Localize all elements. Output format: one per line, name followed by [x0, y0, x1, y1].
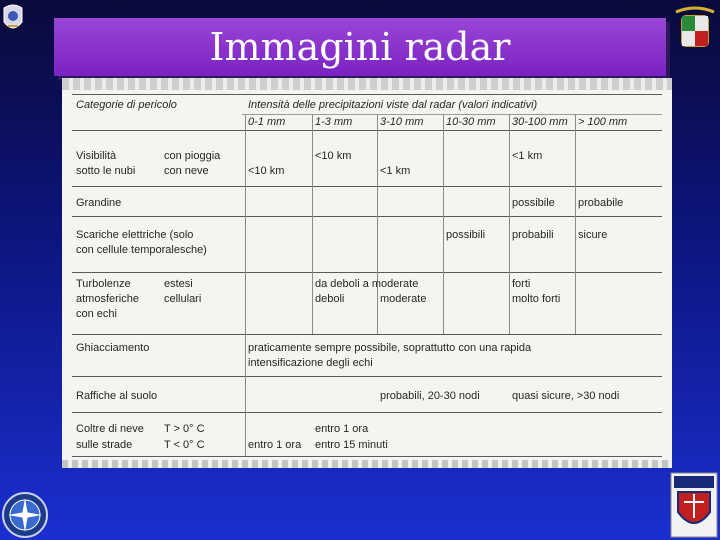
turbolenze-cellulari-3: molto forti — [512, 293, 561, 305]
shield-logo-top-left — [2, 2, 24, 36]
row-label-scariche-1: Scariche elettriche (solo — [76, 229, 194, 241]
header-range-1: 1-3 mm — [315, 116, 353, 128]
scariche-v3: sicure — [578, 229, 608, 241]
radar-hazard-table — [62, 78, 672, 468]
header-range-2: 3-10 mm — [380, 116, 424, 128]
grandine-v2: probabile — [578, 197, 624, 209]
table-rule — [312, 114, 313, 334]
table-rule — [245, 114, 246, 456]
row-sub-estesi: estesi — [164, 278, 193, 290]
table-rule — [72, 216, 662, 217]
table-rule — [72, 186, 662, 187]
header-range-5: > 100 mm — [578, 116, 628, 128]
row-label-raffiche: Raffiche al suolo — [76, 390, 158, 402]
header-intensity: Intensità delle precipitazioni viste dal radar (valori indicativi) — [248, 99, 538, 111]
row-sub-neve: con neve — [164, 165, 209, 177]
row-label-grandine: Grandine — [76, 197, 122, 209]
table-rule — [377, 114, 378, 334]
vis-pioggia-1: <10 km — [315, 150, 352, 162]
header-range-4: 30-100 mm — [512, 116, 568, 128]
scariche-v2: probabili — [512, 229, 554, 241]
row-sub-t-below-zero: T < 0° C — [164, 439, 205, 451]
header-range-3: 10-30 mm — [446, 116, 496, 128]
header-category: Categorie di pericolo — [76, 99, 177, 111]
table-rule — [575, 114, 576, 334]
coat-of-arms-logo — [672, 2, 718, 54]
table-rule — [72, 130, 662, 131]
row-label-neve-2: sulle strade — [76, 439, 133, 451]
table-rule — [72, 94, 662, 95]
row-label-ghiacciamento: Ghiacciamento — [76, 342, 150, 354]
neve-v2: entro 1 ora — [248, 439, 302, 451]
ghiacciamento-text-1: praticamente sempre possibile, soprattutto con una rapida — [248, 342, 532, 354]
turbolenze-estesi-2: forti — [512, 278, 531, 290]
turbolenze-cellulari-2: moderate — [380, 293, 427, 305]
row-label-neve-1: Coltre di neve — [76, 423, 144, 435]
turbolenze-estesi-1: da deboli a moderate — [315, 278, 419, 290]
vis-neve-2: <1 km — [380, 165, 411, 177]
neve-v3: entro 15 minuti — [315, 439, 388, 451]
grandine-v1: possibile — [512, 197, 555, 209]
table-rule — [509, 114, 510, 334]
neve-v1: entro 1 ora — [315, 423, 369, 435]
row-sub-t-above-zero: T > 0° C — [164, 423, 205, 435]
slide-title-bar — [54, 18, 666, 76]
raffiche-v1: probabili, 20-30 nodi — [380, 390, 480, 402]
vis-neve-1: <10 km — [248, 165, 285, 177]
raffiche-v2: quasi sicure, >30 nodi — [512, 390, 620, 402]
slide-title: Immagini radar — [209, 25, 511, 69]
compass-rose-logo — [2, 492, 48, 538]
turbolenze-cellulari-1: deboli — [315, 293, 345, 305]
table-rule — [242, 114, 662, 115]
row-label-turbolenze-1: Turbolenze — [76, 278, 131, 290]
scan-noise-top — [62, 78, 672, 90]
row-sub-cellulari: cellulari — [164, 293, 202, 305]
comando-emblem — [670, 472, 718, 538]
scan-noise-bottom — [62, 460, 672, 468]
header-range-0: 0-1 mm — [248, 116, 286, 128]
row-label-turbolenze-3: con echi — [76, 308, 117, 320]
table-rule — [72, 272, 662, 273]
scariche-v1: possibili — [446, 229, 486, 241]
row-label-visibilita-2: sotto le nubi — [76, 165, 136, 177]
vis-pioggia-2: <1 km — [512, 150, 543, 162]
table-rule — [72, 334, 662, 335]
table-rule — [443, 114, 444, 334]
row-sub-pioggia: con pioggia — [164, 150, 221, 162]
row-label-visibilita-1: Visibilità — [76, 150, 117, 162]
ghiacciamento-text-2: intensificazione degli echi — [248, 357, 373, 369]
table-rule — [72, 456, 662, 457]
table-rule — [72, 376, 662, 377]
row-label-turbolenze-2: atmosferiche — [76, 293, 139, 305]
row-label-scariche-2: con cellule temporalesche) — [76, 244, 207, 256]
table-rule — [72, 412, 662, 413]
